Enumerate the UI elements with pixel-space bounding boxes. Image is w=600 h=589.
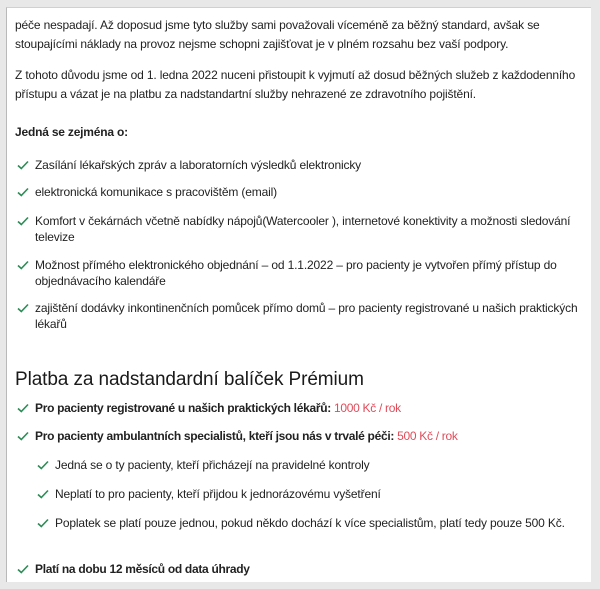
validity-item <box>15 561 583 577</box>
list-item <box>15 184 583 200</box>
note-item <box>35 515 583 531</box>
check-icon <box>17 303 29 313</box>
note-text: Neplatí to pro pacienty, kteří přijdou k jednorázovému vyšetření <box>55 487 381 501</box>
price-tier <box>15 400 583 416</box>
service-text: zajištění dodávky inkontinenčních pomůcek přímo domů – pro pacienty registrované u našich praktických lékařů <box>35 301 578 331</box>
check-icon <box>37 489 49 499</box>
check-icon <box>17 564 29 574</box>
list-item <box>15 213 583 245</box>
check-icon <box>17 431 29 441</box>
note-text: Jedná se o ty pacienty, kteří přicházejí na pravidelné kontroly <box>55 458 370 472</box>
premium-heading: Platba za nadstandardní balíček Prémium <box>15 369 364 390</box>
note-text: Poplatek se platí pouze jednou, pokud někdo dochází k více specialistům, platí tedy pouze 500 Kč. <box>55 516 565 530</box>
tier-label: Pro pacienty registrované u našich praktických lékařů: <box>35 401 331 415</box>
service-text: Komfort v čekárnách včetně nabídky nápojů(Watercooler ), internetové konektivity a možnosti sledování televize <box>35 214 571 244</box>
price-tier <box>15 428 583 444</box>
tier-price: 1000 Kč / rok <box>333 401 401 415</box>
tier-price: 500 Kč / rok <box>397 429 458 443</box>
check-icon <box>37 460 49 470</box>
content-panel <box>6 7 591 582</box>
paragraph-services-context: péče nespadají. Až doposud jsme tyto služby sami považovali víceméně za běžný standard, avšak se stoupajícími náklady na provoz nejsme schopni zajišťovat je v plném rozsahu bez vaší podpory. <box>15 18 540 51</box>
tier-label: Pro pacienty ambulantních specialistů, kteří jsou nás v trvalé péči: <box>35 429 395 443</box>
list-item <box>15 157 583 173</box>
validity-text: Platí na dobu 12 měsíců od data úhrady <box>35 562 250 576</box>
list-item <box>15 257 583 289</box>
check-icon <box>17 187 29 197</box>
check-icon <box>17 216 29 226</box>
service-text: Zasílání lékařských zpráv a laboratorních výsledků elektronicky <box>35 158 362 172</box>
service-text: Možnost přímého elektronického objednání – od 1.1.2022 – pro pacienty je vytvořen přímý přístup do objednávacího kalendáře <box>35 258 557 288</box>
check-icon <box>17 403 29 413</box>
services-intro: Jedná se zejména o: <box>15 125 128 139</box>
check-icon <box>17 160 29 170</box>
paragraph-policy-change: Z tohoto důvodu jsme od 1. ledna 2022 nuceni přistoupit k vyjmutí až dosud běžných služeb z každodenního přístupu a vázat je na platbu za nadstandartní služby nehrazené ze zdravotního pojištění. <box>15 68 576 101</box>
note-item <box>35 486 583 502</box>
list-item <box>15 300 583 332</box>
check-icon <box>37 518 49 528</box>
check-icon <box>17 260 29 270</box>
service-text: elektronická komunikace s pracovištěm (email) <box>35 185 278 199</box>
note-item <box>35 457 583 473</box>
